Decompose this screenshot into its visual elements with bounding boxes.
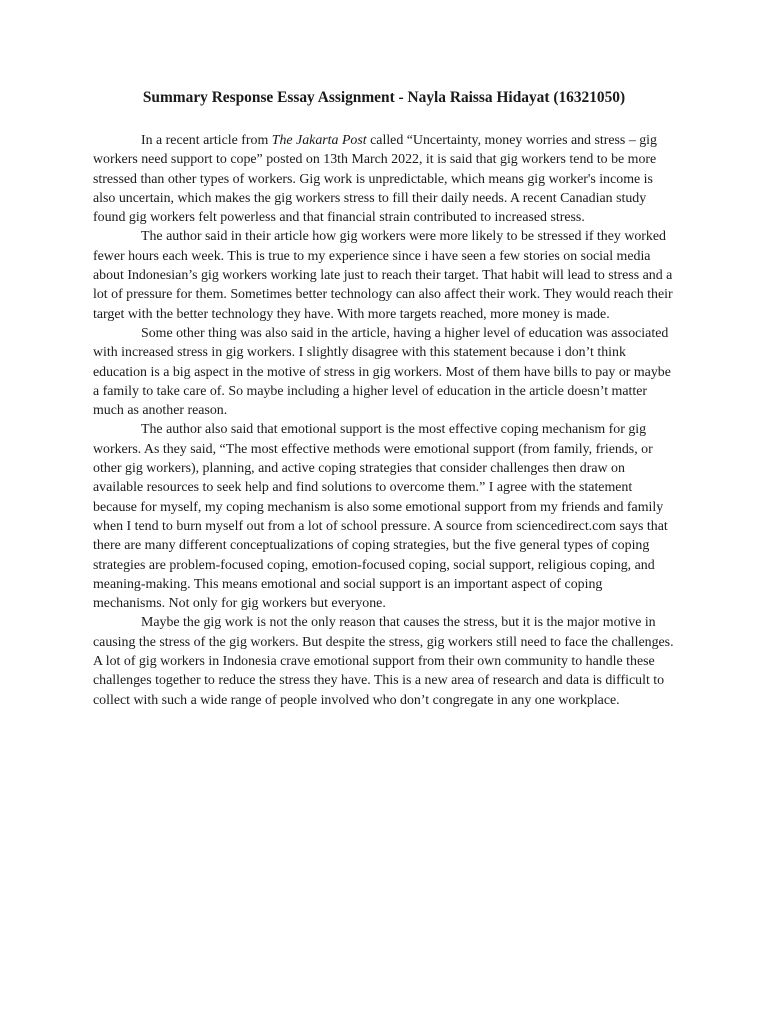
paragraph-1 xyxy=(93,131,674,227)
paragraph-2: The author said in their article how gig workers were more likely to be stressed if they worked fewer hours each week. This is true to my experience since i have seen a few stories on social media about Indonesian’s gig workers working late just to reach their target. That habit will lead to stress and a lot of pressure for them. Sometimes better technology can also affect their work. They would reach their target with the better technology they have. With more targets reached, more money is made. xyxy=(93,229,673,322)
essay-body xyxy=(93,131,674,710)
paragraph-3: Some other thing was also said in the article, having a higher level of education was associated with increased stress in gig workers. I slightly disagree with this statement because i don’t think education is a big aspect in the motive of stress in gig workers. Most of them have bills to pay or maybe a family to take care of. So maybe including a higher level of education in the article doesn’t matter much as another reason. xyxy=(93,325,671,419)
paragraph-1-rest: called “Uncertainty, money worries and stress – gig workers need support to cope” posted on 13th March 2022, it is said that gig workers tend to be more stressed than other types of workers. Gig work is unpredictable, which means gig worker's income is also uncertain, which makes the gig workers stress to fill their daily needs. A recent Canadian study found gig workers felt powerless and that financial strain contributed to increased stress. xyxy=(93,133,657,226)
source-publication: The Jakarta Post xyxy=(271,133,367,148)
paragraph-1-intro: In a recent article from xyxy=(141,133,272,148)
paragraph-5: Maybe the gig work is not the only reason that causes the stress, but it is the major motive in causing the stress of the gig workers. But despite the stress, gig workers still need to face the challenges. A lot of gig workers in Indonesia crave emotional support from their own community to handle these challenges together to reduce the stress they have. This is a new area of research and data is difficult to collect with such a wide range of people involved who don’t congregate in any one workplace. xyxy=(93,615,674,708)
paragraph-4: The author also said that emotional support is the most effective coping mechanism for gig workers. As they said, “The most effective methods were emotional support (from family, friends, or other gig workers), planning, and active coping strategies that consider challenges then draw on available resources to seek help and find solutions to overcome them.” I agree with the statement because for myself, my coping mechanism is also some emotional support from my friends and family when I tend to burn myself out from a lot of school pressure. A source from sciencedirect.com says that there are many different conceptualizations of coping strategies, but the five general types of coping strategies are problem-focused coping, emotion-focused coping, social support, religious coping, and meaning-making. This means emotional and social support is an important aspect of coping mechanisms. Not only for gig workers but everyone. xyxy=(93,422,668,612)
page-title: Summary Response Essay Assignment - Nayla Raissa Hidayat (16321050) xyxy=(142,89,626,106)
